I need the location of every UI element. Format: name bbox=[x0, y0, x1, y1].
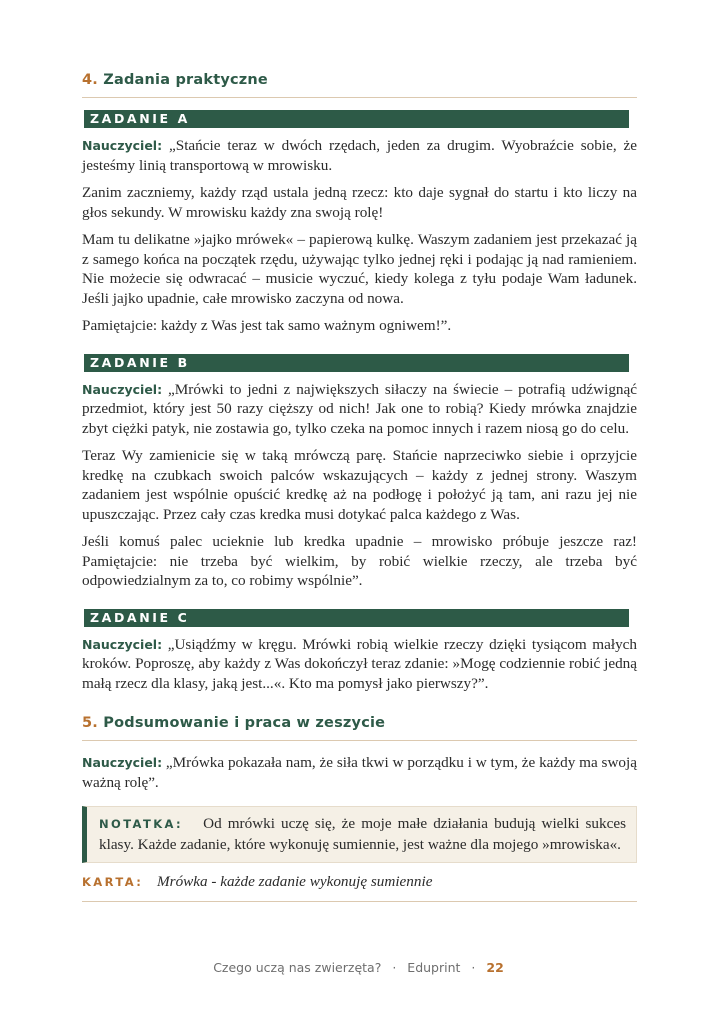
section-title: Zadania praktyczne bbox=[103, 72, 268, 88]
task-a-paragraph: Pamiętajcie: każdy z Was jest tak samo ważnym ogniwem!”. bbox=[82, 317, 452, 334]
speaker-label: Nauczyciel: bbox=[82, 755, 163, 770]
card-label: KARTA: bbox=[82, 875, 144, 889]
task-b-paragraph: Teraz Wy zamienicie się w taką mrówczą parę. Stańcie naprzeciwko siebie i oprzyjcie kredkę na czubkach swoich palców wskazujących – każdy z jednej strony. Waszym zadaniem jest wspólnie opuścić kredkę aż na podłogę i położyć ją tam, ani razu jej nie upuszczając. Przez cały czas kredka musi dotykać palca każdego z Was. bbox=[82, 447, 637, 523]
speaker-label: Nauczyciel: bbox=[82, 636, 163, 652]
task-a-header: ZADANIE A bbox=[84, 110, 629, 128]
task-a-paragraph: Mam tu delikatne »jajko mrówek« – papierową kulkę. Waszym zadaniem jest przekazać ją z samego końca na początek rzędu, używając tylko jednej ręki i podając ją nad ramieniem. Nie możecie się odwracać – musicie wyczuć, kiedy kolega z tyłu podaje Wam ładunek. Jeśli jajko upadnie, całe mrowisko zaczyna od nowa. bbox=[82, 231, 637, 307]
speaker-label: Nauczyciel: bbox=[82, 381, 163, 397]
page-number: 22 bbox=[486, 960, 504, 975]
note-paragraph bbox=[99, 814, 626, 854]
section-title: Podsumowanie i praca w zeszycie bbox=[103, 715, 386, 731]
page-footer bbox=[0, 960, 717, 975]
task-c-header: ZADANIE C bbox=[84, 609, 629, 627]
task-b-paragraph bbox=[82, 380, 637, 439]
task-a-paragraph: Zanim zaczniemy, każdy rząd ustala jedną rzecz: kto daje sygnał do startu i kto liczy na głos sekundy. W mrowisku każdy zna swoją rolę! bbox=[82, 184, 637, 221]
page-content bbox=[82, 72, 637, 902]
summary-paragraph bbox=[82, 753, 637, 792]
paragraph-text: „Stańcie teraz w dwóch rzędach, jeden za drugim. Wyobraźcie sobie, że jesteśmy linią transportową w mrowisku. bbox=[82, 137, 638, 174]
paragraph-text: „Usiądźmy w kręgu. Mrówki robią wielkie rzeczy dzięki tysiącom małych kroków. Poproszę, aby każdy z Was dokończył teraz zdanie: »Mogę codziennie robić jedną małą rzecz dla klasy, jaką jest...«. Kto ma pomysł jako pierwszy?”. bbox=[82, 635, 637, 692]
task-a-paragraph bbox=[82, 136, 637, 175]
task-b-header: ZADANIE B bbox=[84, 354, 629, 372]
footer-separator: · bbox=[392, 960, 397, 975]
speaker-label: Nauczyciel: bbox=[82, 138, 163, 153]
paragraph-text: „Mrówka pokazała nam, że siła tkwi w porządku i w tym, że każdy ma swoją ważną rolę”. bbox=[82, 754, 637, 791]
note-box bbox=[82, 806, 637, 863]
section-4-heading bbox=[82, 72, 637, 98]
task-b-paragraph: Jeśli komuś palec ucieknie lub kredka upadnie – mrowisko próbuje jeszcze raz! Pamiętajcie: nie trzeba być wielkim, by robić wielkie rzeczy, ale trzeba być odpowiedzialnym za to, co robimy wspólnie”. bbox=[82, 533, 637, 589]
paragraph-text: „Mrówki to jedni z największych siłaczy na świecie – potrafią udźwignąć przedmiot, który jest 50 razy cięższy od nich! Jak one to robią? Kiedy mrówka znajdzie zbyt ciężki patyk, nie zostawia go, tylko czeka na pomoc innych i razem niosą go do celu. bbox=[82, 380, 638, 437]
footer-publisher: Eduprint bbox=[407, 960, 461, 975]
note-label: NOTATKA: bbox=[99, 817, 184, 831]
section-number: 5. bbox=[82, 715, 98, 731]
card-line bbox=[82, 873, 637, 902]
footer-book-title: Czego uczą nas zwierzęta? bbox=[213, 960, 382, 975]
section-number: 4. bbox=[82, 72, 98, 88]
note-text: Od mrówki uczę się, że moje małe działania budują wielki sukces klasy. Każde zadanie, które wykonuję sumiennie, jest ważne dla mojego »mrowiska«. bbox=[99, 815, 627, 853]
section-5-heading bbox=[82, 715, 637, 741]
card-text: Mrówka - każde zadanie wykonuję sumiennie bbox=[157, 873, 433, 890]
footer-separator: · bbox=[471, 960, 476, 975]
task-c-paragraph bbox=[82, 635, 637, 694]
